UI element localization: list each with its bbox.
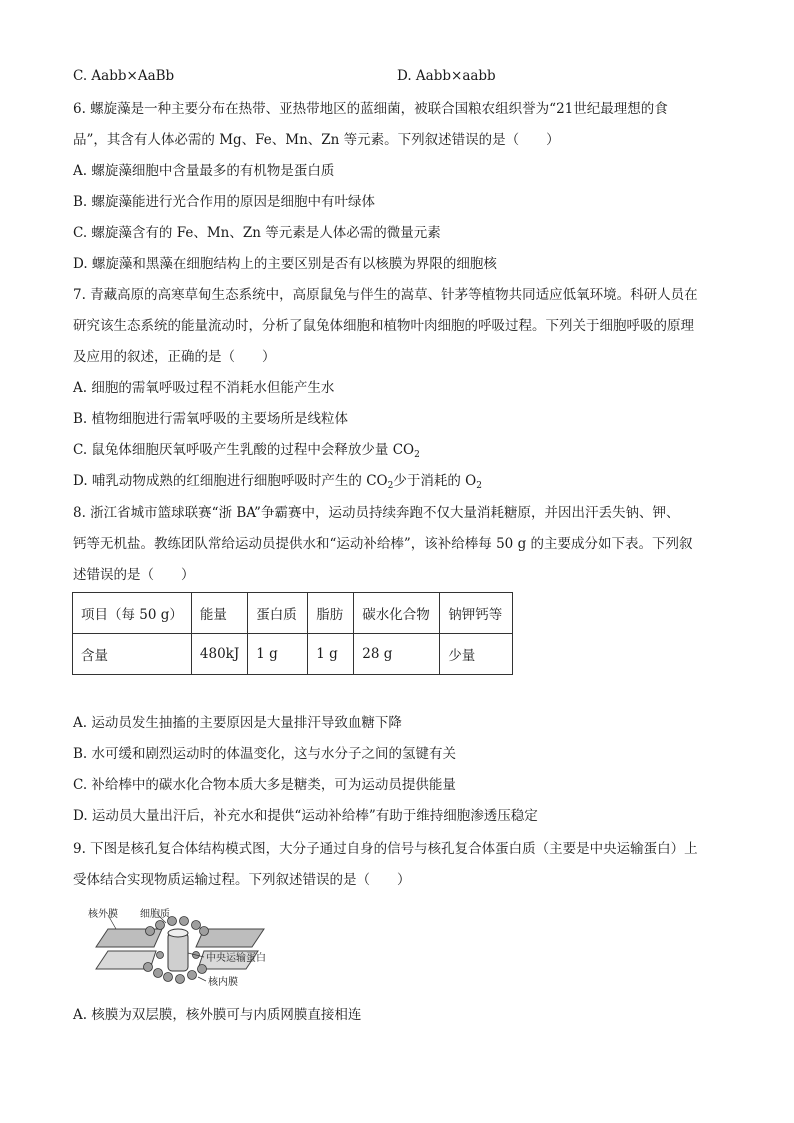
nuclear-pore-diagram (88, 907, 298, 989)
q6-option-c[interactable]: C. 螺旋藻含有的 Fe、Mn、Zn 等元素是人体必需的微量元素 (73, 225, 441, 241)
label-cytoplasm: 细胞质 (140, 909, 170, 920)
table-header-cell: 脂肪 (308, 593, 354, 634)
q6-option-d[interactable]: D. 螺旋藻和黑藻在细胞结构上的主要区别是否有以核膜为界限的细胞核 (73, 256, 497, 272)
nuclear-pore-figure (88, 907, 298, 993)
q7-option-c-subscript: 2 (414, 450, 420, 460)
q9-stem-line-2: 受体结合实现物质运输过程。下列叙述错误的是（ ） (73, 872, 411, 888)
q6-option-a[interactable]: A. 螺旋藻细胞中含量最多的有机物是蛋白质 (73, 163, 335, 179)
q7-stem-line-2: 研究该生态系统的能量流动时，分析了鼠兔体细胞和植物叶肉细胞的呼吸过程。下列关于细胞呼吸的原理 (73, 318, 694, 334)
q7-option-d-text-2: 少于消耗的 O (393, 473, 477, 489)
q8-option-c[interactable]: C. 补给棒中的碳水化合物本质大多是糖类，可为运动员提供能量 (73, 777, 456, 793)
inner-membrane-leader (198, 977, 206, 981)
q7-option-c-text: C. 鼠兔体细胞厌氧呼吸产生乳酸的过程中会释放少量 CO (73, 442, 415, 458)
q7-option-c[interactable] (73, 440, 420, 460)
q7-option-a[interactable]: A. 细胞的需氧呼吸过程不消耗水但能产生水 (73, 380, 335, 396)
q8-option-d[interactable]: D. 运动员大量出汗后，补充水和提供“运动补给棒”有助于维持细胞渗透压稳定 (73, 808, 538, 824)
central-transporter (168, 933, 188, 971)
table-cell: 28 g (354, 634, 440, 675)
q8-stem-line-1: 8. 浙江省城市篮球联赛“浙 BA”争霸赛中，运动员持续奔跑不仅大量消耗糖原，并因出汗丢失钠、钾、 (73, 505, 680, 521)
table-header-cell: 碳水化合物 (354, 593, 440, 634)
label-central-protein: 中央运输蛋白 (206, 953, 266, 964)
q7-option-d-subscript-2: 2 (476, 481, 482, 491)
table-header-row (73, 593, 513, 634)
table-cell: 480kJ (191, 634, 247, 675)
q6-stem-line-2: 品”，其含有人体必需的 Mg、Fe、Mn、Zn 等元素。下列叙述错误的是（ ） (73, 132, 560, 148)
q8-option-b[interactable]: B. 水可缓和剧烈运动时的体温变化，这与水分子之间的氢键有关 (73, 746, 457, 762)
central-transporter-top (168, 929, 188, 937)
q6-stem-line-1: 6. 螺旋藻是一种主要分布在热带、亚热带地区的蓝细菌，被联合国粮农组织誉为“21世纪最理想的食 (73, 101, 668, 117)
label-outer-membrane: 核外膜 (88, 909, 118, 920)
q7-option-b[interactable]: B. 植物细胞进行需氧呼吸的主要场所是线粒体 (73, 411, 349, 427)
table-cell: 1 g (308, 634, 354, 675)
table-cell: 含量 (73, 634, 192, 675)
q8-stem-line-3: 述错误的是（ ） (73, 567, 195, 583)
q9-option-a[interactable]: A. 核膜为双层膜，核外膜可与内质网膜直接相连 (73, 1007, 362, 1023)
table-header-cell: 蛋白质 (248, 593, 308, 634)
table-cell: 少量 (440, 634, 513, 675)
q8-stem-line-2: 钙等无机盐。教练团队常给运动员提供水和“运动补给棒”，该补给棒每 50 g 的主要成分如下表。下列叙 (73, 536, 693, 552)
q6-option-b[interactable]: B. 螺旋藻能进行光合作用的原因是细胞中有叶绿体 (73, 194, 376, 210)
q5-option-c[interactable]: C. Aabb×AaBb (73, 68, 175, 84)
label-inner-membrane: 核内膜 (208, 977, 238, 988)
q9-stem-line-1: 9. 下图是核孔复合体结构模式图，大分子通过自身的信号与核孔复合体蛋白质（主要是中央运输蛋白）上 (73, 841, 698, 857)
table-header-cell: 能量 (191, 593, 247, 634)
nutrition-table (72, 592, 513, 675)
q7-stem-line-3: 及应用的叙述，正确的是（ ） (73, 349, 276, 365)
q7-stem-line-1: 7. 青藏高原的高寒草甸生态系统中，高原鼠兔与伴生的嵩草、针茅等植物共同适应低氧环境。科研人员在 (73, 287, 698, 303)
table-row (73, 634, 513, 675)
q7-option-d[interactable] (73, 471, 482, 491)
table-header-cell: 钠钾钙等 (440, 593, 513, 634)
table-header-cell: 项目（每 50 g） (73, 593, 192, 634)
q7-option-d-text: D. 哺乳动物成熟的红细胞进行细胞呼吸时产生的 CO (73, 473, 388, 489)
q8-option-a[interactable]: A. 运动员发生抽搐的主要原因是大量排汗导致血糖下降 (73, 715, 402, 731)
q7-option-d-subscript-1: 2 (387, 481, 394, 491)
table-cell: 1 g (248, 634, 308, 675)
q5-option-d[interactable]: D. Aabb×aabb (397, 68, 496, 84)
